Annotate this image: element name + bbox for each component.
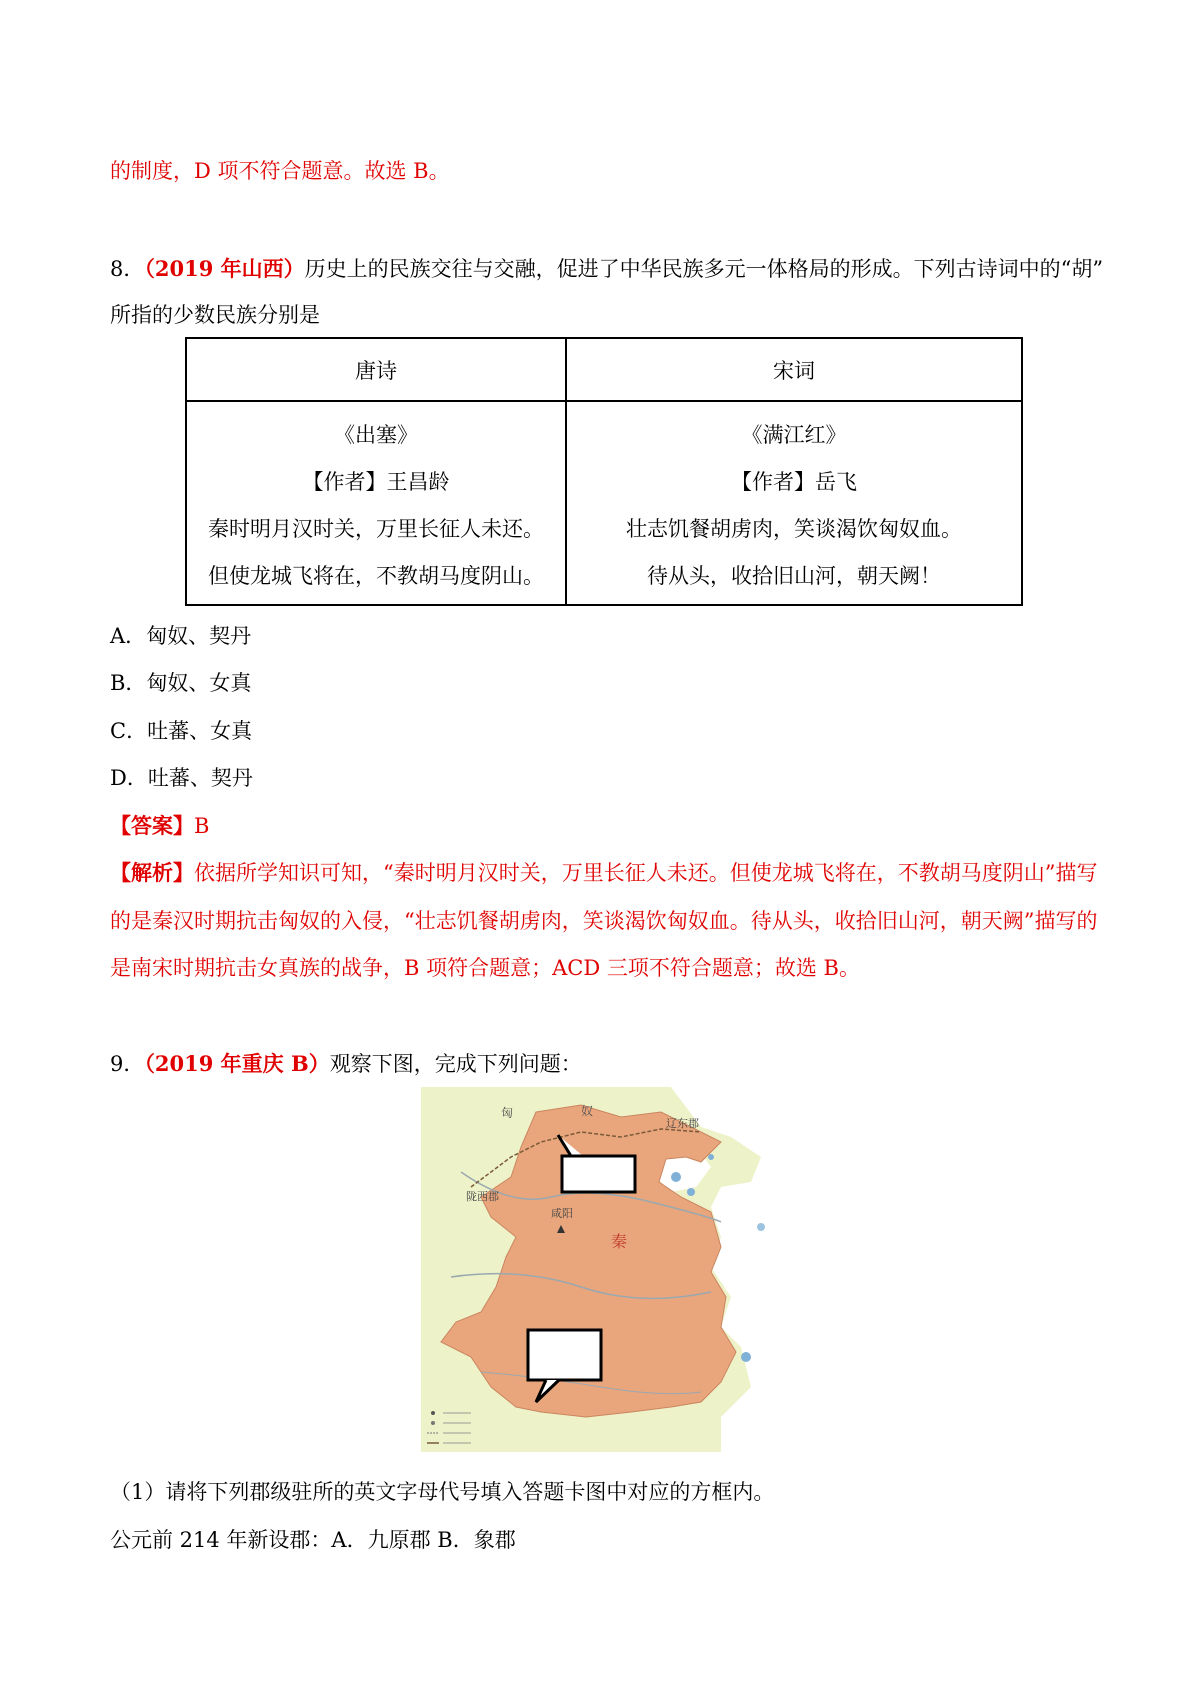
previous-analysis-tail: 的制度，D 项不符合题意。故选 B。 bbox=[110, 159, 450, 183]
island-mark bbox=[741, 1352, 751, 1362]
answer-box-north[interactable] bbox=[562, 1156, 635, 1192]
analysis-line3: 是南宋时期抗击女真族的战争，B 项符合题意；ACD 三项不符合题意；故选 B。 bbox=[110, 956, 860, 980]
answer-value: B bbox=[194, 814, 210, 838]
poem-author: 【作者】岳飞 bbox=[731, 470, 857, 494]
option-d: D．吐蕃、契丹 bbox=[110, 766, 253, 790]
map-label-xiongnu-2: 奴 bbox=[581, 1104, 594, 1118]
island-mark bbox=[757, 1223, 765, 1231]
question-8-stem-line2: 所指的少数民族分别是 bbox=[110, 303, 320, 327]
lake-mark bbox=[687, 1188, 695, 1196]
poem-author: 【作者】王昌龄 bbox=[302, 470, 450, 494]
option-b: B．匈奴、女真 bbox=[110, 671, 252, 695]
map-label-longxi: 陇西郡 bbox=[466, 1190, 499, 1203]
question-source: （2019 年山西） bbox=[144, 256, 305, 281]
poem-table bbox=[185, 337, 1023, 606]
question-9-sub1: （1）请将下列郡级驻所的英文字母代号填入答题卡图中对应的方框内。 bbox=[110, 1480, 775, 1504]
question-stem: 观察下图，完成下列问题： bbox=[329, 1052, 582, 1076]
answer-label: 【答案】 bbox=[110, 813, 194, 838]
question-number: 9． bbox=[110, 1052, 145, 1076]
lake-mark bbox=[708, 1154, 714, 1160]
map-label-xianyang: 咸阳 bbox=[551, 1207, 573, 1220]
answer-box-south[interactable] bbox=[528, 1330, 601, 1380]
qin-map bbox=[421, 1087, 787, 1452]
question-8-stem bbox=[110, 253, 1103, 283]
map-label-xiongnu-1: 匈 bbox=[501, 1106, 514, 1120]
legend-icon bbox=[431, 1421, 435, 1425]
poem-cell-chusai bbox=[186, 401, 566, 605]
poem-table-header-song: 宋词 bbox=[566, 338, 1022, 401]
analysis-label: 【解析】 bbox=[110, 860, 194, 885]
question-source: （2019 年重庆 B） bbox=[144, 1051, 330, 1076]
answer-line bbox=[110, 810, 209, 840]
poem-table-header-tang: 唐诗 bbox=[186, 338, 566, 401]
option-c: C．吐蕃、女真 bbox=[110, 719, 253, 743]
map-label-qin: 秦 bbox=[611, 1232, 628, 1251]
poem-title: 《出塞》 bbox=[334, 423, 418, 447]
map-label-liaodong: 辽东郡 bbox=[666, 1117, 699, 1130]
poem-line: 待从头，收拾旧山河，朝天阙！ bbox=[647, 564, 941, 588]
analysis-line1: 【解析】依据所学知识可知，“秦时明月汉时关，万里长征人未还。但使龙城飞将在，不教胡马度阴山”描写 bbox=[110, 860, 1098, 885]
question-9-stem bbox=[110, 1048, 582, 1078]
poem-line: 秦时明月汉时关，万里长征人未还。 bbox=[208, 517, 544, 541]
poem-line: 壮志饥餐胡虏肉，笑谈渴饮匈奴血。 bbox=[626, 517, 962, 541]
question-9-sub1-detail: 公元前 214 年新设郡：A．九原郡 B．象郡 bbox=[110, 1528, 516, 1552]
poem-cell-manjianghong bbox=[566, 401, 1022, 605]
option-a: A．匈奴、契丹 bbox=[110, 624, 252, 648]
analysis-line2: 的是秦汉时期抗击匈奴的入侵，“壮志饥餐胡虏肉，笑谈渴饮匈奴血。待从头，收拾旧山河，朝天阙”描写的 bbox=[110, 909, 1098, 933]
poem-title: 《满江红》 bbox=[741, 423, 847, 447]
qin-map-figure bbox=[421, 1087, 787, 1452]
legend-icon bbox=[431, 1411, 435, 1415]
poem-line: 但使龙城飞将在，不教胡马度阴山。 bbox=[208, 564, 544, 588]
lake-mark bbox=[671, 1172, 681, 1182]
question-stem-line1: 历史上的民族交往与交融，促进了中华民族多元一体格局的形成。下列古诗词中的“胡” bbox=[304, 257, 1104, 281]
question-number: 8． bbox=[110, 257, 145, 281]
